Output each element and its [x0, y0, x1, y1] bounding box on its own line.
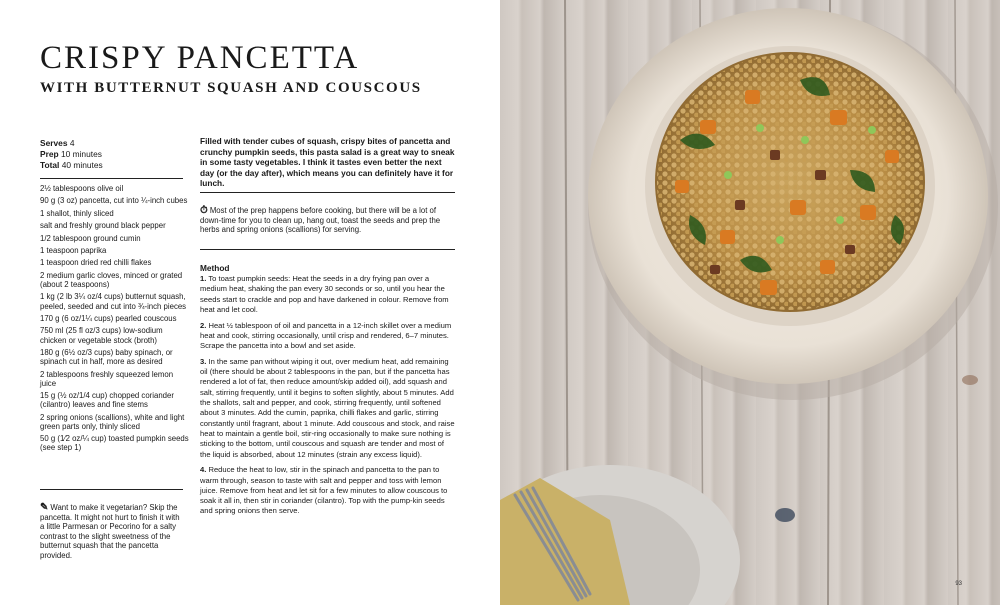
prep-value: 10 minutes [60, 148, 102, 159]
ingredient-item: 90 g (3 oz) pancetta, cut into ¼-inch cubes [40, 196, 188, 206]
method-steps [200, 274, 455, 522]
tip-divider [200, 249, 455, 250]
step-text: Reduce the heat to low, stir in the spinach and pancetta to the pan to warm through, season to taste with salt and pepper and toss with lemon juice. Remove from heat and let sit for a few minutes to allow couscous to soak it all in, then stir in coriander (cilantro). Top with the pump-kin seeds and spring onions then serve. [200, 465, 448, 516]
step-number: 3. [200, 356, 207, 366]
ingredient-item: 1 teaspoon dried red chilli flakes [40, 258, 152, 268]
ingredient-item: 1/2 tablespoon ground cumin [40, 233, 141, 243]
step-number: 4. [200, 465, 207, 475]
method-heading: Method [200, 263, 230, 273]
ingredient-item: 2 medium garlic cloves, minced or grated (about 2 teaspoons) [40, 270, 183, 289]
ingredient-item: 2 spring onions (scallions), white and light green parts only, thinly sliced [40, 412, 185, 431]
meta-divider [40, 178, 183, 179]
side-plate [500, 465, 740, 605]
ingredient-item: 50 g (1⁄2 oz/¼ cup) toasted pumpkin seeds (see step 1) [40, 434, 189, 453]
stopwatch-icon: ⏱ [200, 205, 208, 216]
ingredient-list [40, 184, 190, 456]
vegetarian-tip [40, 503, 185, 561]
recipe-meta [40, 138, 103, 170]
method-step [200, 357, 455, 460]
method-step [200, 465, 455, 516]
page-number: 93 [955, 581, 962, 587]
prep-tip-text: Most of the prep happens before cooking, but there will be a lot of down-time for you to clean up, hang out, toast the seeds and prep the herbs and spring onions (scallions) for serving. [200, 206, 441, 235]
ingredient-item: 180 g (6½ oz/3 cups) baby spinach, or spinach cut in half, more as desired [40, 347, 173, 367]
recipe-title: CRISPY PANCETTA [40, 40, 360, 76]
couscous-salad [655, 52, 925, 312]
total-value: 40 minutes [61, 159, 103, 170]
step-number: 1. [200, 274, 207, 283]
prep-tip [200, 206, 455, 235]
step-text: Heat ½ tablespoon of oil and pancetta in a 12-inch skillet over a medium heat and cook, stirring occasionally, until crisp and rendered, 6–7 minutes. Scrape the pancetta into a bowl and set aside. [200, 320, 452, 351]
ingredient-item: 1 kg (2 lb 3¼ oz/4 cups) butternut squash, peeled, seeded and cut into ¾-inch pieces [40, 292, 187, 311]
step-text: To toast pumpkin seeds: Heat the seeds in a dry frying pan over a medium heat, shaking the pan every 30 seconds or so, until you hear the seeds start to crackle and pop and have darkened in colour. Remove from heat and let cool. [200, 274, 449, 314]
intro-divider [200, 192, 455, 193]
ingredients-divider [40, 489, 183, 490]
food-photo [500, 0, 1000, 605]
vegetarian-tip-text: Want to make it vegetarian? Skip the pancetta. It might not hurt to finish it with a little Parmesan or Pecorino for a salty contrast to the slight sweetness of the butternut squash that the pancetta provided. [40, 503, 180, 560]
food-photo-illustration [500, 0, 1000, 605]
total-label: Total [40, 159, 60, 170]
ingredient-item: 750 ml (25 fl oz/3 cups) low-sodium chicken or vegetable stock (broth) [40, 326, 163, 345]
ingredient-item: 170 g (6 oz/1¼ cups) pearled couscous [40, 313, 177, 323]
pencil-icon: ✎ [40, 502, 49, 513]
ingredient-item: 2 tablespoons freshly squeezed lemon juice [40, 369, 174, 388]
method-step [200, 321, 455, 352]
serves-label: Serves [40, 138, 68, 148]
ingredient-item: salt and freshly ground black pepper [40, 221, 166, 231]
ingredient-item: 1 shallot, thinly sliced [40, 208, 114, 218]
prep-label: Prep [40, 148, 59, 159]
ingredient-item: 2½ tablespoons olive oil [40, 184, 124, 193]
recipe-intro: Filled with tender cubes of squash, crispy bites of pancetta and crunchy pumpkin seeds, this pasta salad is a great way to sneak in some tasty vegetables. I think it tastes even better the next day (or the day after), which means you can definitely have it for lunch. [200, 136, 455, 189]
serves-value: 4 [69, 138, 75, 148]
ingredient-item: 1 teaspoon paprika [40, 245, 107, 255]
step-number: 2. [200, 320, 207, 330]
ingredient-item: 15 g (½ oz/1/4 cup) chopped coriander (cilantro) leaves and fine stems [40, 391, 174, 410]
step-text: In the same pan without wiping it out, over medium heat, add remaining oil (there should be about 2 tablespoons in the pan, but if the pancetta has rendered a lot of fat, then reduce amount/skip added oil), add squash and salt, stirring frequently, until it begins to soften slightly, about 5 minutes. Add the shallots, salt and pepper, and cook, stirring frequently, until softened about 3 minutes. Add the cumin, paprika, chilli flakes and garlic, stirring constantly until fragrant, about 1 minute. Add couscous and stock, and raise heat to maintain a gentle boil, stir-ring occasionally to make sure nothing is sticking to the bottom, until couscous and squash are tender and most of the liquid is absorbed, about 12 minutes (strain any excess liquid). [200, 356, 455, 459]
method-step [200, 274, 455, 315]
recipe-subtitle: WITH BUTTERNUT SQUASH AND COUSCOUS [40, 80, 422, 96]
